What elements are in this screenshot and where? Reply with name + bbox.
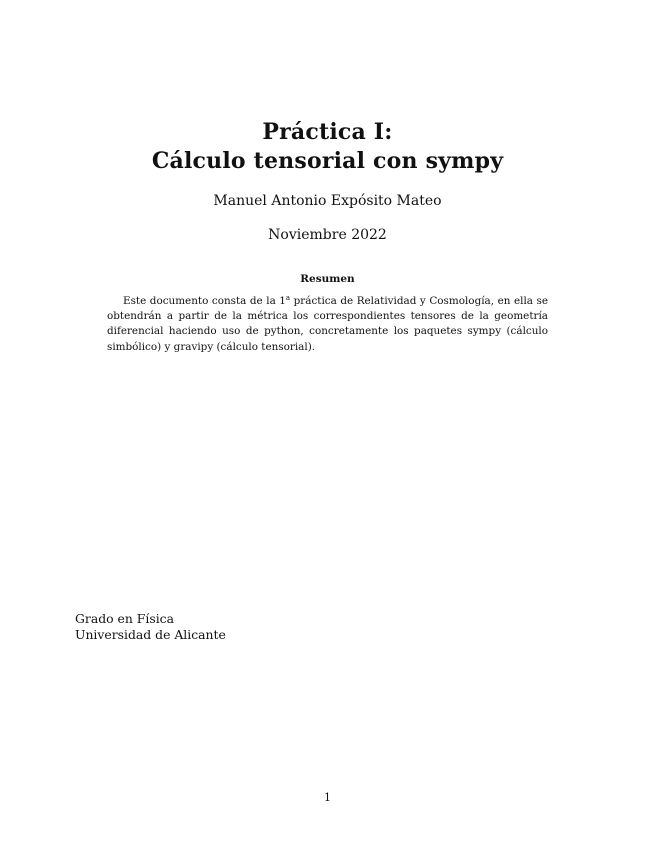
affiliation-university: Universidad de Alicante xyxy=(75,627,226,642)
author-name: Manuel Antonio Expósito Mateo xyxy=(213,193,442,209)
document-date: Noviembre 2022 xyxy=(268,227,387,243)
abstract-body xyxy=(107,294,548,355)
abstract-heading: Resumen xyxy=(300,273,355,285)
affiliation-block xyxy=(75,611,375,643)
title-line-2: Cálculo tensorial con sympy xyxy=(151,148,504,174)
abstract-text-start: Este documento consta de la 1 xyxy=(123,295,286,307)
abstract-text-rest: práctica de Relatividad y Cosmología, en ella se obtendrán a partir de la métrica los correspondientes tensores de la geometría diferencial haciendo uso de python, concretamente los paquetes sympy (cálculo simbólico) y gravipy (cálculo tensorial). xyxy=(107,295,548,353)
abstract-ordinal-superscript: a xyxy=(285,294,291,302)
title-block xyxy=(0,118,655,176)
page-number: 1 xyxy=(324,791,331,804)
title-line-1: Práctica I: xyxy=(262,119,393,145)
affiliation-degree: Grado en Física xyxy=(75,611,174,626)
